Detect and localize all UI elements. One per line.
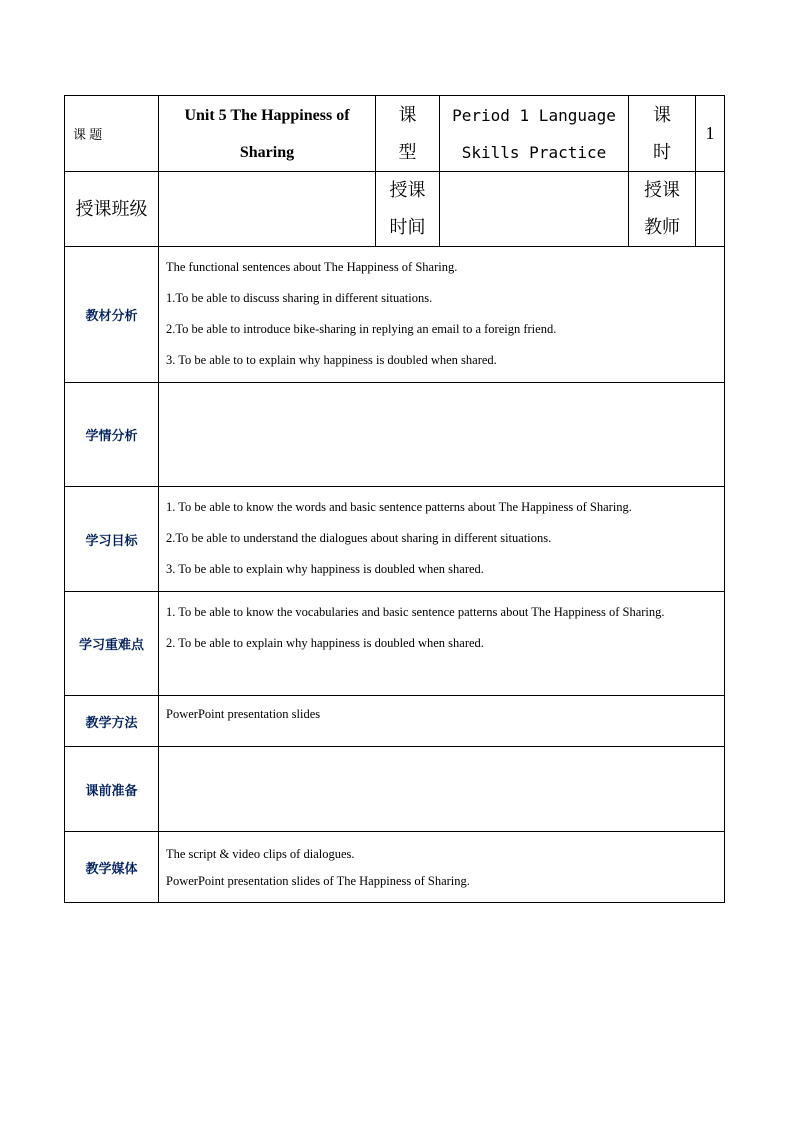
section-label: 学习重难点 <box>65 592 159 696</box>
section-label: 教学媒体 <box>65 832 159 903</box>
class-label: 授课班级 <box>65 172 159 247</box>
class-value <box>159 172 376 247</box>
type-value: Period 1 Language Skills Practice <box>440 96 629 172</box>
section-content <box>159 696 725 747</box>
section-row <box>65 696 725 747</box>
class-row <box>65 172 725 247</box>
content-line: 2. To be able to explain why happiness is doubled when shared. <box>166 636 484 650</box>
content-line: 2.To be able to understand the dialogues about sharing in different situations. <box>166 531 552 545</box>
content-line: 1. To be able to know the vocabularies and basic sentence patterns about The Happiness of Sharing. <box>166 605 665 619</box>
time-label <box>376 172 440 247</box>
section-content <box>159 747 725 832</box>
section-row <box>65 832 725 903</box>
section-row <box>65 487 725 592</box>
content-line: The functional sentences about The Happiness of Sharing. <box>166 260 458 274</box>
section-label: 学情分析 <box>65 383 159 487</box>
topic-value: Unit 5 The Happiness of Sharing <box>159 96 376 172</box>
hours-label-text: 课时 <box>653 104 671 162</box>
section-content <box>159 832 725 903</box>
section-row <box>65 592 725 696</box>
content-line: 1. To be able to know the words and basic sentence patterns about The Happiness of Sharing. <box>166 500 632 514</box>
section-row <box>65 247 725 383</box>
section-content <box>159 247 725 383</box>
section-label: 课前准备 <box>65 747 159 832</box>
section-label: 教学方法 <box>65 696 159 747</box>
section-content <box>159 487 725 592</box>
teacher-value <box>696 172 725 247</box>
teacher-label <box>629 172 696 247</box>
time-label-text: 授课时间 <box>389 180 426 237</box>
content-line: 1.To be able to discuss sharing in different situations. <box>166 291 433 305</box>
section-row <box>65 747 725 832</box>
section-content <box>159 592 725 696</box>
section-label: 学习目标 <box>65 487 159 592</box>
content-line: 2.To be able to introduce bike-sharing in replying an email to a foreign friend. <box>166 322 557 336</box>
section-label: 教材分析 <box>65 247 159 383</box>
content-line: PowerPoint presentation slides <box>166 707 321 721</box>
type-label-text: 课型 <box>398 104 417 162</box>
type-label <box>376 96 440 172</box>
time-value <box>440 172 629 247</box>
header-row <box>65 96 725 172</box>
hours-value: 1 <box>696 96 725 172</box>
teacher-label-text: 授课教师 <box>644 180 680 237</box>
content-line: 3. To be able to explain why happiness is doubled when shared. <box>166 562 484 576</box>
topic-label: 课 题 <box>65 96 159 172</box>
content-line: 3. To be able to to explain why happiness is doubled when shared. <box>166 353 497 367</box>
content-line: The script & video clips of dialogues. <box>166 847 355 861</box>
section-row <box>65 383 725 487</box>
section-content <box>159 383 725 487</box>
hours-label <box>629 96 696 172</box>
content-line: PowerPoint presentation slides of The Happiness of Sharing. <box>166 874 470 888</box>
lesson-plan-table <box>64 95 725 903</box>
